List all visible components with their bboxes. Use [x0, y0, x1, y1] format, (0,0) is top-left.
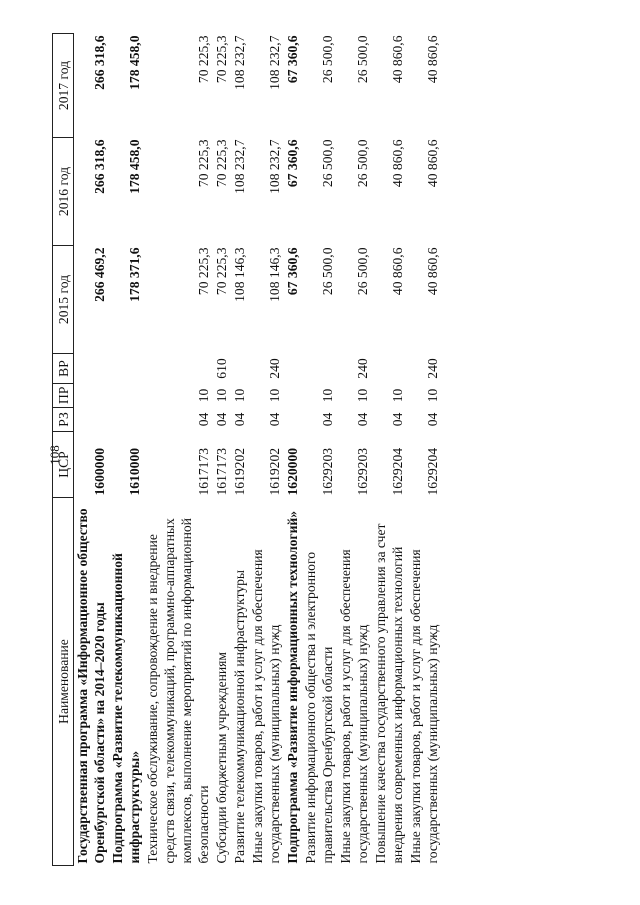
row-2016: 108 232,7 [267, 139, 282, 194]
row-name: Подпрограмма «Развитие информационных технологий» [285, 510, 300, 864]
row-name: Иные закупки товаров, работ и услуг для обеспечения государственных (муниципальных) нужд [408, 549, 440, 864]
row-vr: 240 [355, 358, 370, 379]
row-2016: 178 458,0 [127, 139, 142, 194]
table-row [284, 34, 302, 866]
row-rz [284, 408, 302, 432]
row-rz: 04 [320, 412, 335, 427]
row-name: Техническое обслуживание, сопровождение и внедрение средств связи, телекоммуникаций, программно-аппаратных комплексов, выполнение мероприятий по информационной безопасности [145, 518, 211, 864]
row-2015: 26 500,0 [355, 247, 370, 296]
row-pr: 10 [196, 388, 211, 403]
header-vr: ВР [53, 354, 74, 384]
row-2017: 70 225,3 [214, 35, 229, 84]
row-2016: 70 225,3 [196, 139, 211, 188]
row-2016: 108 232,7 [232, 139, 247, 194]
row-rz: 04 [196, 412, 211, 427]
row-name: Иные закупки товаров, работ и услуг для обеспечения государственных (муниципальных) нужд [250, 549, 282, 864]
row-vr [109, 354, 144, 384]
table-body [74, 34, 443, 866]
row-2017: 108 232,7 [232, 35, 247, 90]
row-rz: 04 [214, 412, 229, 427]
row-2017: 40 860,6 [425, 35, 440, 84]
row-pr: 10 [267, 388, 282, 403]
row-vr [284, 354, 302, 384]
row-name: Подпрограмма «Развитие телекоммуникационной инфраструктуры» [110, 553, 142, 864]
row-2017: 108 232,7 [267, 35, 282, 90]
row-2017: 67 360,6 [285, 35, 300, 84]
header-2017: 2017 год [53, 34, 74, 138]
row-rz: 04 [425, 412, 440, 427]
table-row [231, 34, 249, 866]
row-rz: 04 [390, 412, 405, 427]
row-2016: 26 500,0 [320, 139, 335, 188]
row-csr: 1600000 [92, 447, 107, 496]
row-csr: 1629203 [355, 447, 370, 496]
row-2015: 70 225,3 [214, 247, 229, 296]
row-name: Иные закупки товаров, работ и услуг для обеспечения государственных (муниципальных) нужд [338, 549, 370, 864]
row-csr: 1619202 [267, 447, 282, 496]
table-row [74, 34, 110, 866]
row-2017: 26 500,0 [320, 35, 335, 84]
row-vr [231, 354, 249, 384]
row-2015: 40 860,6 [425, 247, 440, 296]
row-vr [302, 354, 337, 384]
row-pr: 10 [232, 388, 247, 403]
row-rz: 04 [355, 412, 370, 427]
row-vr [144, 354, 213, 384]
row-2015: 266 469,2 [92, 247, 107, 302]
budget-table [52, 33, 442, 866]
row-2016: 26 500,0 [355, 139, 370, 188]
table-row [213, 34, 231, 866]
row-2015: 108 146,3 [267, 247, 282, 302]
row-name: Повышение качества государственного управления за счет внедрения современных информационных технологий [373, 523, 405, 864]
row-2016: 40 860,6 [425, 139, 440, 188]
row-2015: 26 500,0 [320, 247, 335, 296]
row-pr [284, 384, 302, 408]
row-rz [74, 408, 110, 432]
row-rz: 04 [267, 412, 282, 427]
row-csr: 1620000 [285, 447, 300, 496]
row-csr: 1619202 [232, 447, 247, 496]
row-2017: 266 318,6 [92, 35, 107, 90]
row-vr: 240 [267, 358, 282, 379]
header-2016: 2016 год [53, 138, 74, 246]
row-vr: 610 [214, 358, 229, 379]
header-pr: ПР [53, 384, 74, 408]
row-2017: 178 458,0 [127, 35, 142, 90]
row-name: Субсидии бюджетным учреждениям [214, 651, 229, 864]
row-2017: 26 500,0 [355, 35, 370, 84]
row-csr: 1617173 [196, 447, 211, 496]
row-pr: 10 [390, 388, 405, 403]
row-2015: 178 371,6 [127, 247, 142, 302]
table-row [407, 34, 442, 866]
row-2017: 40 860,6 [390, 35, 405, 84]
table-row [337, 34, 372, 866]
row-2016: 40 860,6 [390, 139, 405, 188]
rotated-table-container [52, 34, 592, 866]
row-pr: 10 [320, 388, 335, 403]
row-name: Развитие информационного общества и электронного правительства Оренбургской области [303, 551, 335, 864]
row-2015: 70 225,3 [196, 247, 211, 296]
row-pr [74, 384, 110, 408]
row-2016: 266 318,6 [92, 139, 107, 194]
table-row [109, 34, 144, 866]
row-2017: 70 225,3 [196, 35, 211, 84]
row-pr: 10 [214, 388, 229, 403]
row-name: Государственная программа «Информационное общество Оренбургской области» на 2014–2020 годы [75, 508, 107, 864]
row-vr [372, 354, 407, 384]
row-vr [74, 354, 110, 384]
row-pr: 10 [425, 388, 440, 403]
row-csr: 1617173 [214, 447, 229, 496]
table-row [144, 34, 213, 866]
header-2015: 2015 год [53, 246, 74, 354]
header-name: Наименование [53, 498, 74, 866]
row-2016: 67 360,6 [285, 139, 300, 188]
row-2016: 70 225,3 [214, 139, 229, 188]
header-rz: РЗ [53, 408, 74, 432]
header-csr: ЦСР [53, 432, 74, 498]
page-number: 108 [47, 445, 62, 465]
row-csr: 1629203 [320, 447, 335, 496]
row-pr: 10 [355, 388, 370, 403]
table-row [249, 34, 284, 866]
row-name: Развитие телекоммуникационной инфраструктуры [232, 569, 247, 864]
row-csr: 1629204 [425, 447, 440, 496]
row-2015: 40 860,6 [390, 247, 405, 296]
table-header-row [53, 34, 74, 866]
row-csr: 1629204 [390, 447, 405, 496]
table-row [302, 34, 337, 866]
row-2015: 67 360,6 [285, 247, 300, 296]
row-csr: 1610000 [127, 447, 142, 496]
row-rz [109, 408, 144, 432]
row-vr: 240 [425, 358, 440, 379]
row-2015: 108 146,3 [232, 247, 247, 302]
row-pr [109, 384, 144, 408]
row-rz: 04 [232, 412, 247, 427]
table-row [372, 34, 407, 866]
